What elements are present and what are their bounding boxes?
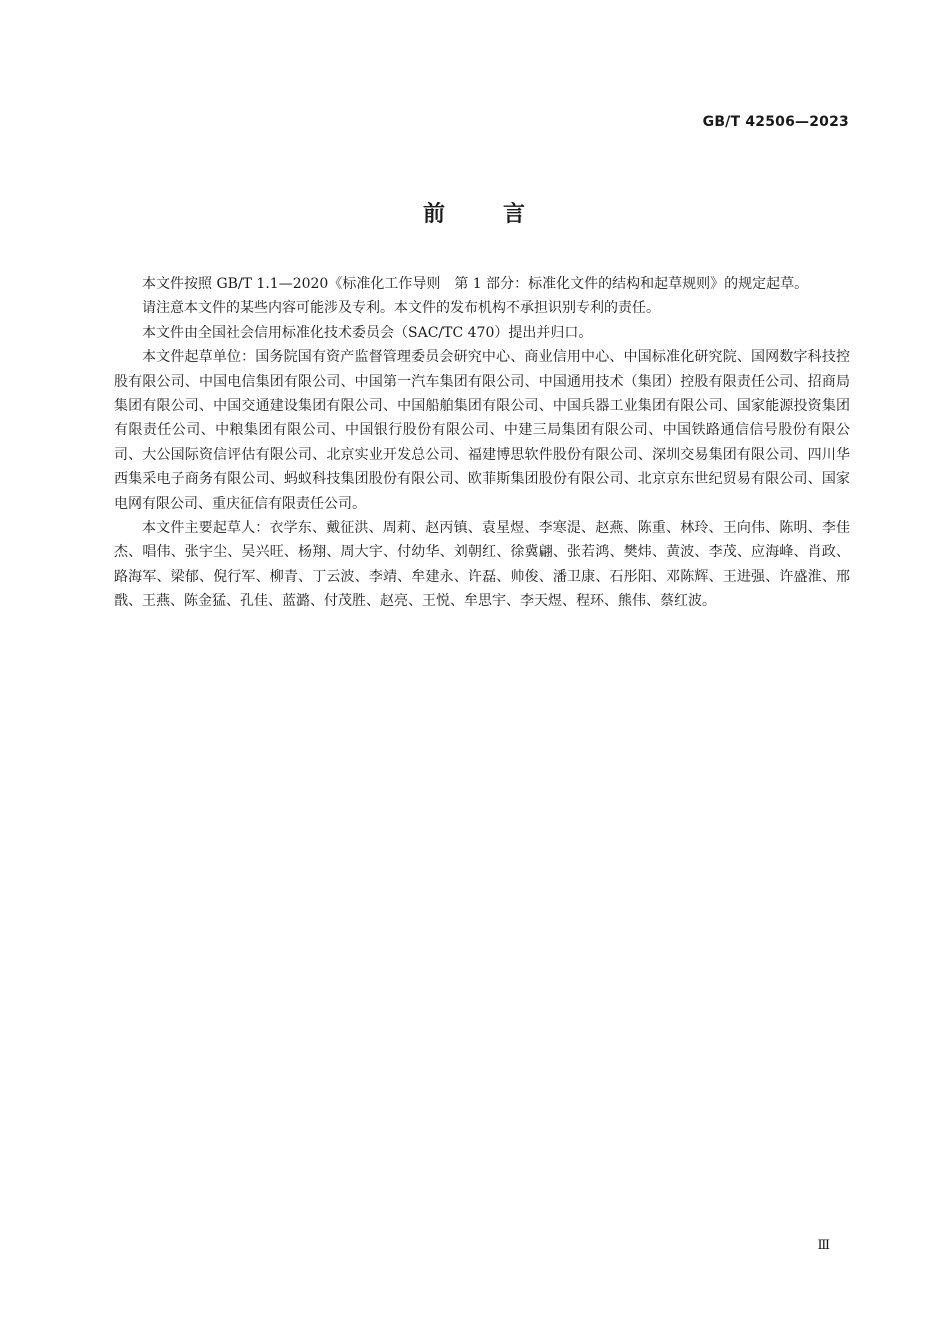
standard-number: GB/T 42506—2023	[702, 114, 849, 130]
paragraph-proposer: 本文件由全国社会信用标准化技术委员会（SAC/TC 470）提出并归口。	[142, 324, 593, 341]
page-title	[0, 197, 950, 228]
paragraph-drafting-units: 本文件起草单位：国务院国有资产监督管理委员会研究中心、商业信用中心、中国标准化研究院、国网数字科技控股有限公司、中国电信集团有限公司、中国第一汽车集团有限公司、中国通用技术（集团）控股有限责任公司、招商局集团有限公司、中国交通建设集团有限公司、中国船舶集团有限公司、中国兵器工业集团有限公司、国家能源投资集团有限责任公司、中粮集团有限公司、中国银行股份有限公司、中建三局集团有限公司、中国铁路通信信号股份有限公司、大公国际资信评估有限公司、北京实业开发总公司、福建博思软件股份有限公司、深圳交易集团有限公司、四川华西集采电子商务有限公司、蚂蚁科技集团股份有限公司、欧菲斯集团股份有限公司、北京京东世纪贸易有限公司、国家电网有限公司、重庆征信有限责任公司。	[114, 349, 850, 512]
paragraph-patent-notice: 请注意本文件的某些内容可能涉及专利。本文件的发布机构不承担识别专利的责任。	[142, 300, 660, 317]
title-char-2: 言	[503, 202, 528, 227]
page-number: Ⅲ	[817, 1238, 830, 1253]
paragraph-drafters: 本文件主要起草人：衣学东、戴征洪、周莉、赵丙镇、袁星煜、李寒湜、赵燕、陈重、林玲、王向伟、陈明、李佳杰、唱伟、张宇尘、吴兴旺、杨翔、周大宇、付幼华、刘朝红、徐冀翩、张若鸿、樊炜、黄波、李茂、应海峰、肖政、路海军、梁郁、倪行军、柳青、丁云波、李靖、牟建永、许磊、帅俊、潘卫康、石彤阳、邓陈辉、王进强、许盛淮、邢戬、王燕、陈金猛、孔佳、蓝潞、付茂胜、赵亮、王悦、牟思宇、李天煜、程环、熊伟、蔡红波。	[114, 520, 850, 610]
foreword-body	[114, 272, 850, 614]
title-char-1: 前	[422, 202, 447, 227]
paragraph-drafting-rules: 本文件按照 GB/T 1.1—2020《标准化工作导则 第 1 部分：标准化文件的结构和起草规则》的规定起草。	[142, 276, 809, 292]
